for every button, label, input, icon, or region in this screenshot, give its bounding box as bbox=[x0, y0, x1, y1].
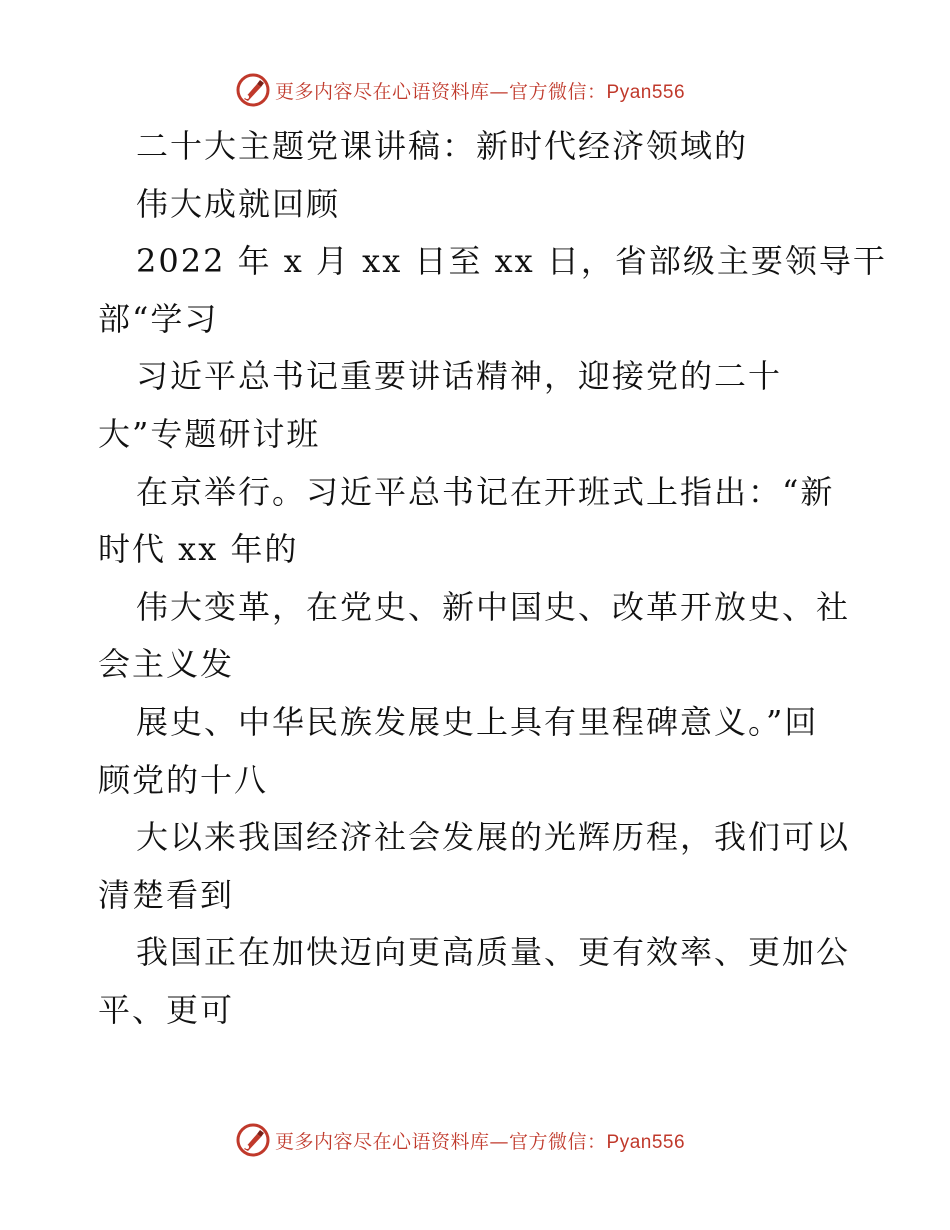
doc-line-13: 大以来我国经济社会发展的光辉历程，我们可以 bbox=[136, 818, 851, 857]
header-banner bbox=[235, 70, 685, 110]
doc-line-9: 伟大变革，在党史、新中国史、改革开放史、社 bbox=[136, 587, 851, 626]
header-banner-dash: — bbox=[489, 80, 510, 103]
footer-banner bbox=[235, 1120, 685, 1160]
footer-banner-wechat-id: Pyan556 bbox=[606, 1131, 686, 1153]
footer-banner-title: 更多内容尽在心语资料库 bbox=[275, 1130, 490, 1153]
doc-line-4: 部“学习 bbox=[98, 299, 219, 338]
doc-line-10: 会主义发 bbox=[98, 645, 235, 684]
footer-banner-wechat-label: 官方微信： bbox=[509, 1130, 607, 1153]
doc-line-11: 展史、中华民族发展史上具有里程碑意义。”回 bbox=[136, 702, 819, 741]
header-banner-wechat-label: 官方微信： bbox=[509, 80, 607, 103]
pen-logo-icon bbox=[235, 1122, 271, 1158]
doc-line-15: 我国正在加快迈向更高质量、更有效率、更加公 bbox=[136, 933, 851, 972]
doc-line-5: 习近平总书记重要讲话精神，迎接党的二十 bbox=[136, 357, 783, 396]
document-body bbox=[98, 118, 887, 1040]
header-banner-wechat-id: Pyan556 bbox=[606, 81, 686, 103]
footer-banner-dash: — bbox=[489, 1130, 510, 1153]
doc-line-12: 顾党的十八 bbox=[98, 760, 269, 799]
footer-banner-text bbox=[275, 1127, 685, 1154]
doc-line-2: 伟大成就回顾 bbox=[136, 184, 341, 223]
doc-line-14: 清楚看到 bbox=[98, 875, 235, 914]
pen-logo-icon bbox=[235, 72, 271, 108]
header-banner-text bbox=[275, 77, 685, 104]
doc-line-16: 平、更可 bbox=[98, 990, 235, 1029]
doc-line-1: 二十大主题党课讲稿：新时代经济领域的 bbox=[136, 127, 749, 165]
doc-line-7: 在京举行。习近平总书记在开班式上指出：“新 bbox=[136, 472, 835, 511]
header-banner-title: 更多内容尽在心语资料库 bbox=[275, 80, 490, 103]
doc-line-6: 大”专题研讨班 bbox=[98, 414, 321, 453]
doc-line-8: 时代 xx 年的 bbox=[98, 530, 299, 569]
doc-line-3: 2022 年 x 月 xx 日至 xx 日，省部级主要领导干 bbox=[136, 242, 887, 281]
